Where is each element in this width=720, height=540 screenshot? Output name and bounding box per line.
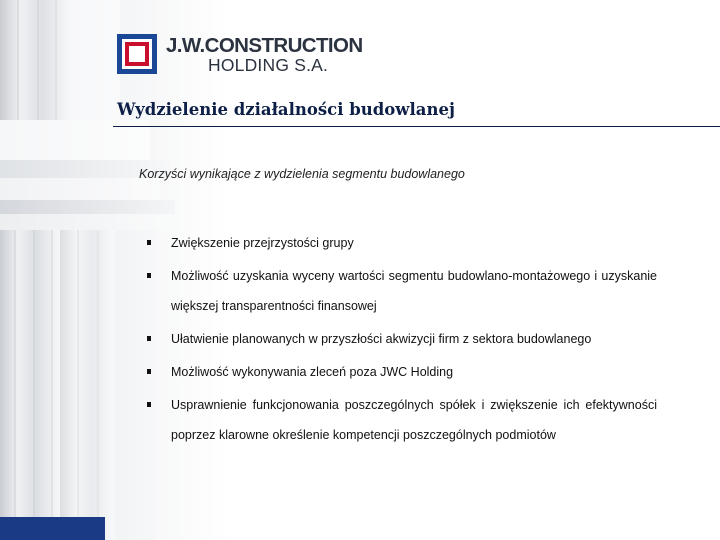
title-divider [113,126,720,127]
list-item [147,390,657,450]
corner-accent-block [0,517,105,540]
bullet-square-icon [147,273,151,278]
list-item [147,228,657,258]
slide-subtitle: Korzyści wynikające z wydzielenia segmentu budowlanego [139,167,465,181]
company-name: J.W.CONSTRUCTION [166,34,363,57]
benefits-list [147,228,657,450]
bullet-square-icon [147,369,151,374]
list-item-text: Zwiększenie przejrzystości grupy [171,236,354,250]
company-logo [116,33,396,83]
bullet-square-icon [147,402,151,407]
slide-title: Wydzielenie działalności budowlanej [117,100,455,119]
list-item [147,324,657,354]
bullet-square-icon [147,336,151,341]
list-item [147,357,657,387]
list-item-text: Usprawnienie funkcjonowania poszczególnych spółek i zwiększenie ich efektywności poprzez klarowne określenie kompetencji poszczególnych podmiotów [171,398,657,442]
list-item-text: Ułatwienie planowanych w przyszłości akwizycji firm z sektora budowlanego [171,332,592,346]
list-item-text: Możliwość wykonywania zleceń poza JWC Holding [171,365,454,379]
company-subname: HOLDING S.A. [208,55,329,75]
list-item [147,261,657,321]
jwc-logo-icon [116,33,158,75]
list-item-text: Możliwość uzyskania wyceny wartości segmentu budowlano-montażowego i uzyskanie większej transparentności finansowej [171,269,657,313]
bullet-square-icon [147,240,151,245]
